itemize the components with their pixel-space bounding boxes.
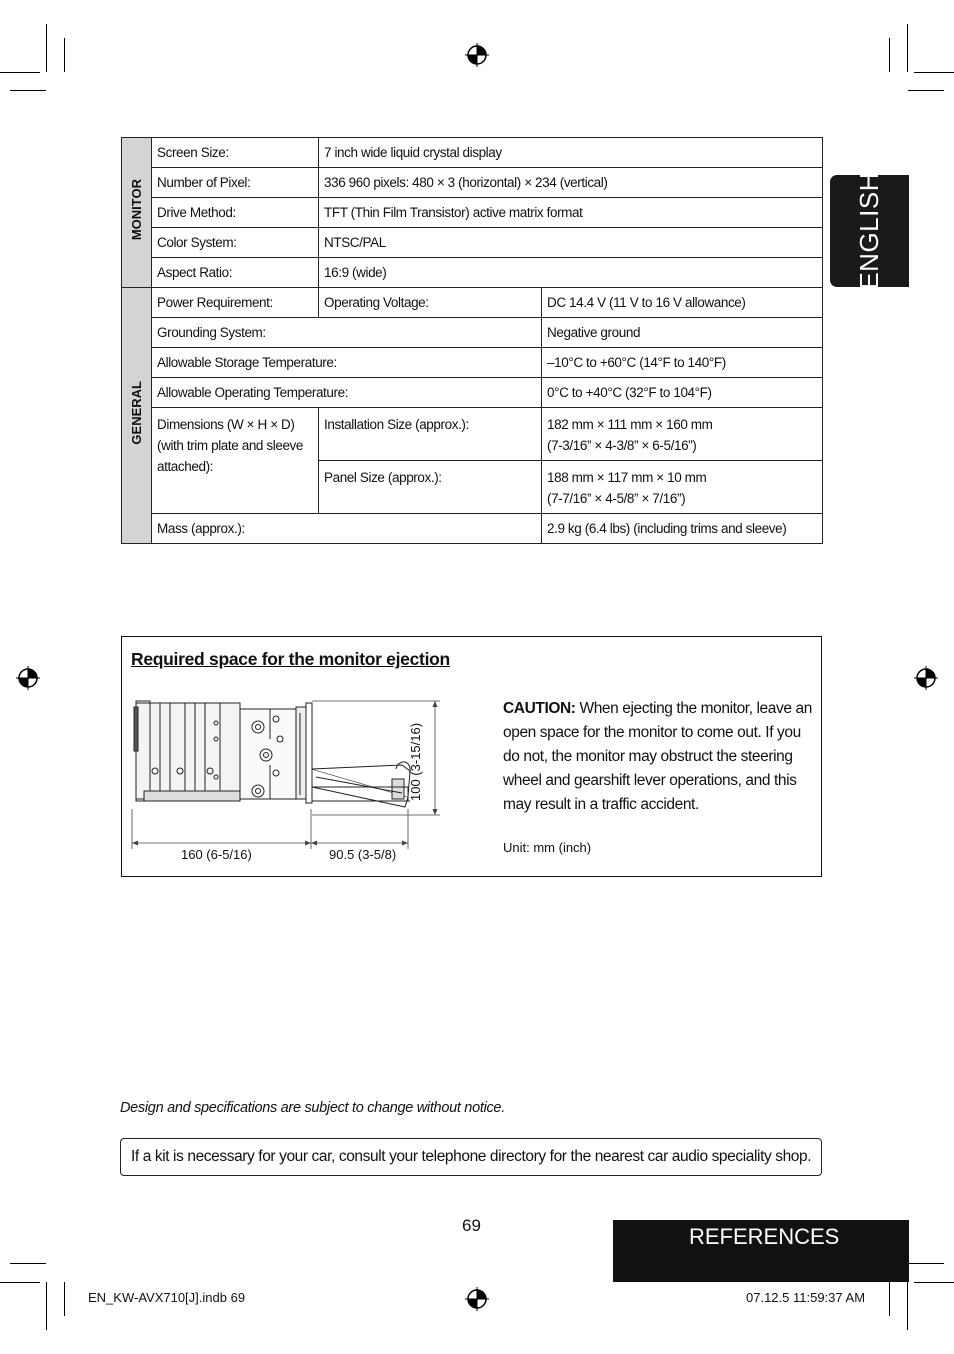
table-row bbox=[122, 288, 823, 318]
crop-mark bbox=[908, 90, 944, 91]
spec-label: Color System: bbox=[152, 228, 319, 258]
unit-note: Unit: mm (inch) bbox=[503, 840, 592, 855]
crop-mark bbox=[908, 1263, 944, 1264]
caution-heading: CAUTION: bbox=[503, 700, 576, 717]
spec-value: 16:9 (wide) bbox=[319, 258, 823, 288]
registration-mark-icon bbox=[16, 666, 40, 690]
caution-text bbox=[503, 697, 813, 817]
spec-label: Allowable Operating Temperature: bbox=[152, 378, 542, 408]
spec-sublabel: Operating Voltage: bbox=[319, 288, 542, 318]
ejection-space-panel bbox=[121, 636, 822, 877]
footer-file-info: EN_KW-AVX710[J].indb 69 bbox=[88, 1290, 246, 1305]
registration-mark-icon bbox=[465, 1287, 489, 1311]
spec-label: Drive Method: bbox=[152, 198, 319, 228]
change-notice: Design and specifications are subject to change without notice. bbox=[120, 1100, 505, 1116]
table-row bbox=[122, 198, 823, 228]
spec-sublabel: Installation Size (approx.): bbox=[319, 408, 542, 461]
spec-value: 2.9 kg (6.4 lbs) (including trims and sleeve) bbox=[542, 514, 823, 544]
crop-mark bbox=[46, 24, 47, 72]
spec-value: Negative ground bbox=[542, 318, 823, 348]
crop-mark bbox=[889, 38, 890, 72]
table-row bbox=[122, 318, 823, 348]
crop-mark bbox=[10, 1263, 46, 1264]
crop-mark bbox=[64, 1282, 65, 1316]
spec-label: Number of Pixel: bbox=[152, 168, 319, 198]
caution-body: When ejecting the monitor, leave an open space for the monitor to come out. If you do not, the monitor may obstruct the steering wheel and gearshift lever operations, and this may result in a traffic accident. bbox=[503, 700, 812, 813]
table-row bbox=[122, 408, 823, 461]
section-banner bbox=[613, 1220, 909, 1282]
table-row bbox=[122, 348, 823, 378]
spec-sublabel: Panel Size (approx.): bbox=[319, 461, 542, 514]
section-label-monitor: MONITOR bbox=[122, 138, 152, 288]
section-banner-label: REFERENCES bbox=[689, 1224, 840, 1249]
crop-mark bbox=[0, 1282, 40, 1283]
spec-value: –10°C to +60°C (14°F to 140°F) bbox=[542, 348, 823, 378]
spec-value bbox=[542, 408, 823, 461]
table-row bbox=[122, 514, 823, 544]
dimension-depth-label: 160 (6-5/16) bbox=[181, 847, 252, 862]
spec-label: Grounding System: bbox=[152, 318, 542, 348]
table-row bbox=[122, 378, 823, 408]
kit-note-text: If a kit is necessary for your car, consult your telephone directory for the nearest car audio speciality shop. bbox=[131, 1148, 812, 1165]
crop-mark bbox=[0, 72, 40, 73]
crop-mark bbox=[907, 24, 908, 72]
spec-label: Power Requirement: bbox=[152, 288, 319, 318]
crop-mark bbox=[914, 72, 954, 73]
table-row bbox=[122, 228, 823, 258]
language-tab: ENGLISH bbox=[830, 175, 909, 287]
kit-note-box bbox=[120, 1138, 822, 1176]
spec-label: Aspect Ratio: bbox=[152, 258, 319, 288]
spec-value: 336 960 pixels: 480 × 3 (horizontal) × 234 (vertical) bbox=[319, 168, 823, 198]
table-row bbox=[122, 168, 823, 198]
registration-mark-icon bbox=[914, 666, 938, 690]
spec-label: Screen Size: bbox=[152, 138, 319, 168]
spec-value: 7 inch wide liquid crystal display bbox=[319, 138, 823, 168]
spec-label: Dimensions (W × H × D) (with trim plate and sleeve attached): bbox=[152, 408, 319, 514]
install-size-metric: 182 mm × 111 mm × 160 mm bbox=[547, 417, 713, 432]
section-label-general: GENERAL bbox=[122, 288, 152, 544]
spec-value: DC 14.4 V (11 V to 16 V allowance) bbox=[542, 288, 823, 318]
registration-mark-icon bbox=[465, 43, 489, 67]
table-row bbox=[122, 138, 823, 168]
specification-table bbox=[121, 137, 823, 544]
spec-label: Mass (approx.): bbox=[152, 514, 542, 544]
crop-mark bbox=[889, 1282, 890, 1316]
crop-mark bbox=[10, 90, 46, 91]
crop-mark bbox=[914, 1282, 954, 1283]
dimension-height-label: 100 (3-15/16) bbox=[408, 722, 423, 801]
panel-size-metric: 188 mm × 117 mm × 10 mm bbox=[547, 470, 707, 485]
crop-mark bbox=[64, 38, 65, 72]
section-title: Required space for the monitor ejection bbox=[131, 649, 450, 669]
spec-value bbox=[542, 461, 823, 514]
page-number: 69 bbox=[462, 1216, 481, 1235]
spec-value: 0°C to +40°C (32°F to 104°F) bbox=[542, 378, 823, 408]
install-size-imperial: (7-3/16” × 4-3/8” × 6-5/16”) bbox=[547, 438, 697, 453]
table-row bbox=[122, 258, 823, 288]
spec-label: Allowable Storage Temperature: bbox=[152, 348, 542, 378]
panel-size-imperial: (7-7/16” × 4-5/8” × 7/16”) bbox=[547, 491, 686, 506]
crop-mark bbox=[907, 1282, 908, 1330]
spec-value: TFT (Thin Film Transistor) active matrix format bbox=[319, 198, 823, 228]
footer-timestamp: 07.12.5 11:59:37 AM bbox=[746, 1290, 866, 1305]
spec-value: NTSC/PAL bbox=[319, 228, 823, 258]
crop-mark bbox=[46, 1282, 47, 1330]
dimension-eject-label: 90.5 (3-5/8) bbox=[329, 847, 397, 862]
